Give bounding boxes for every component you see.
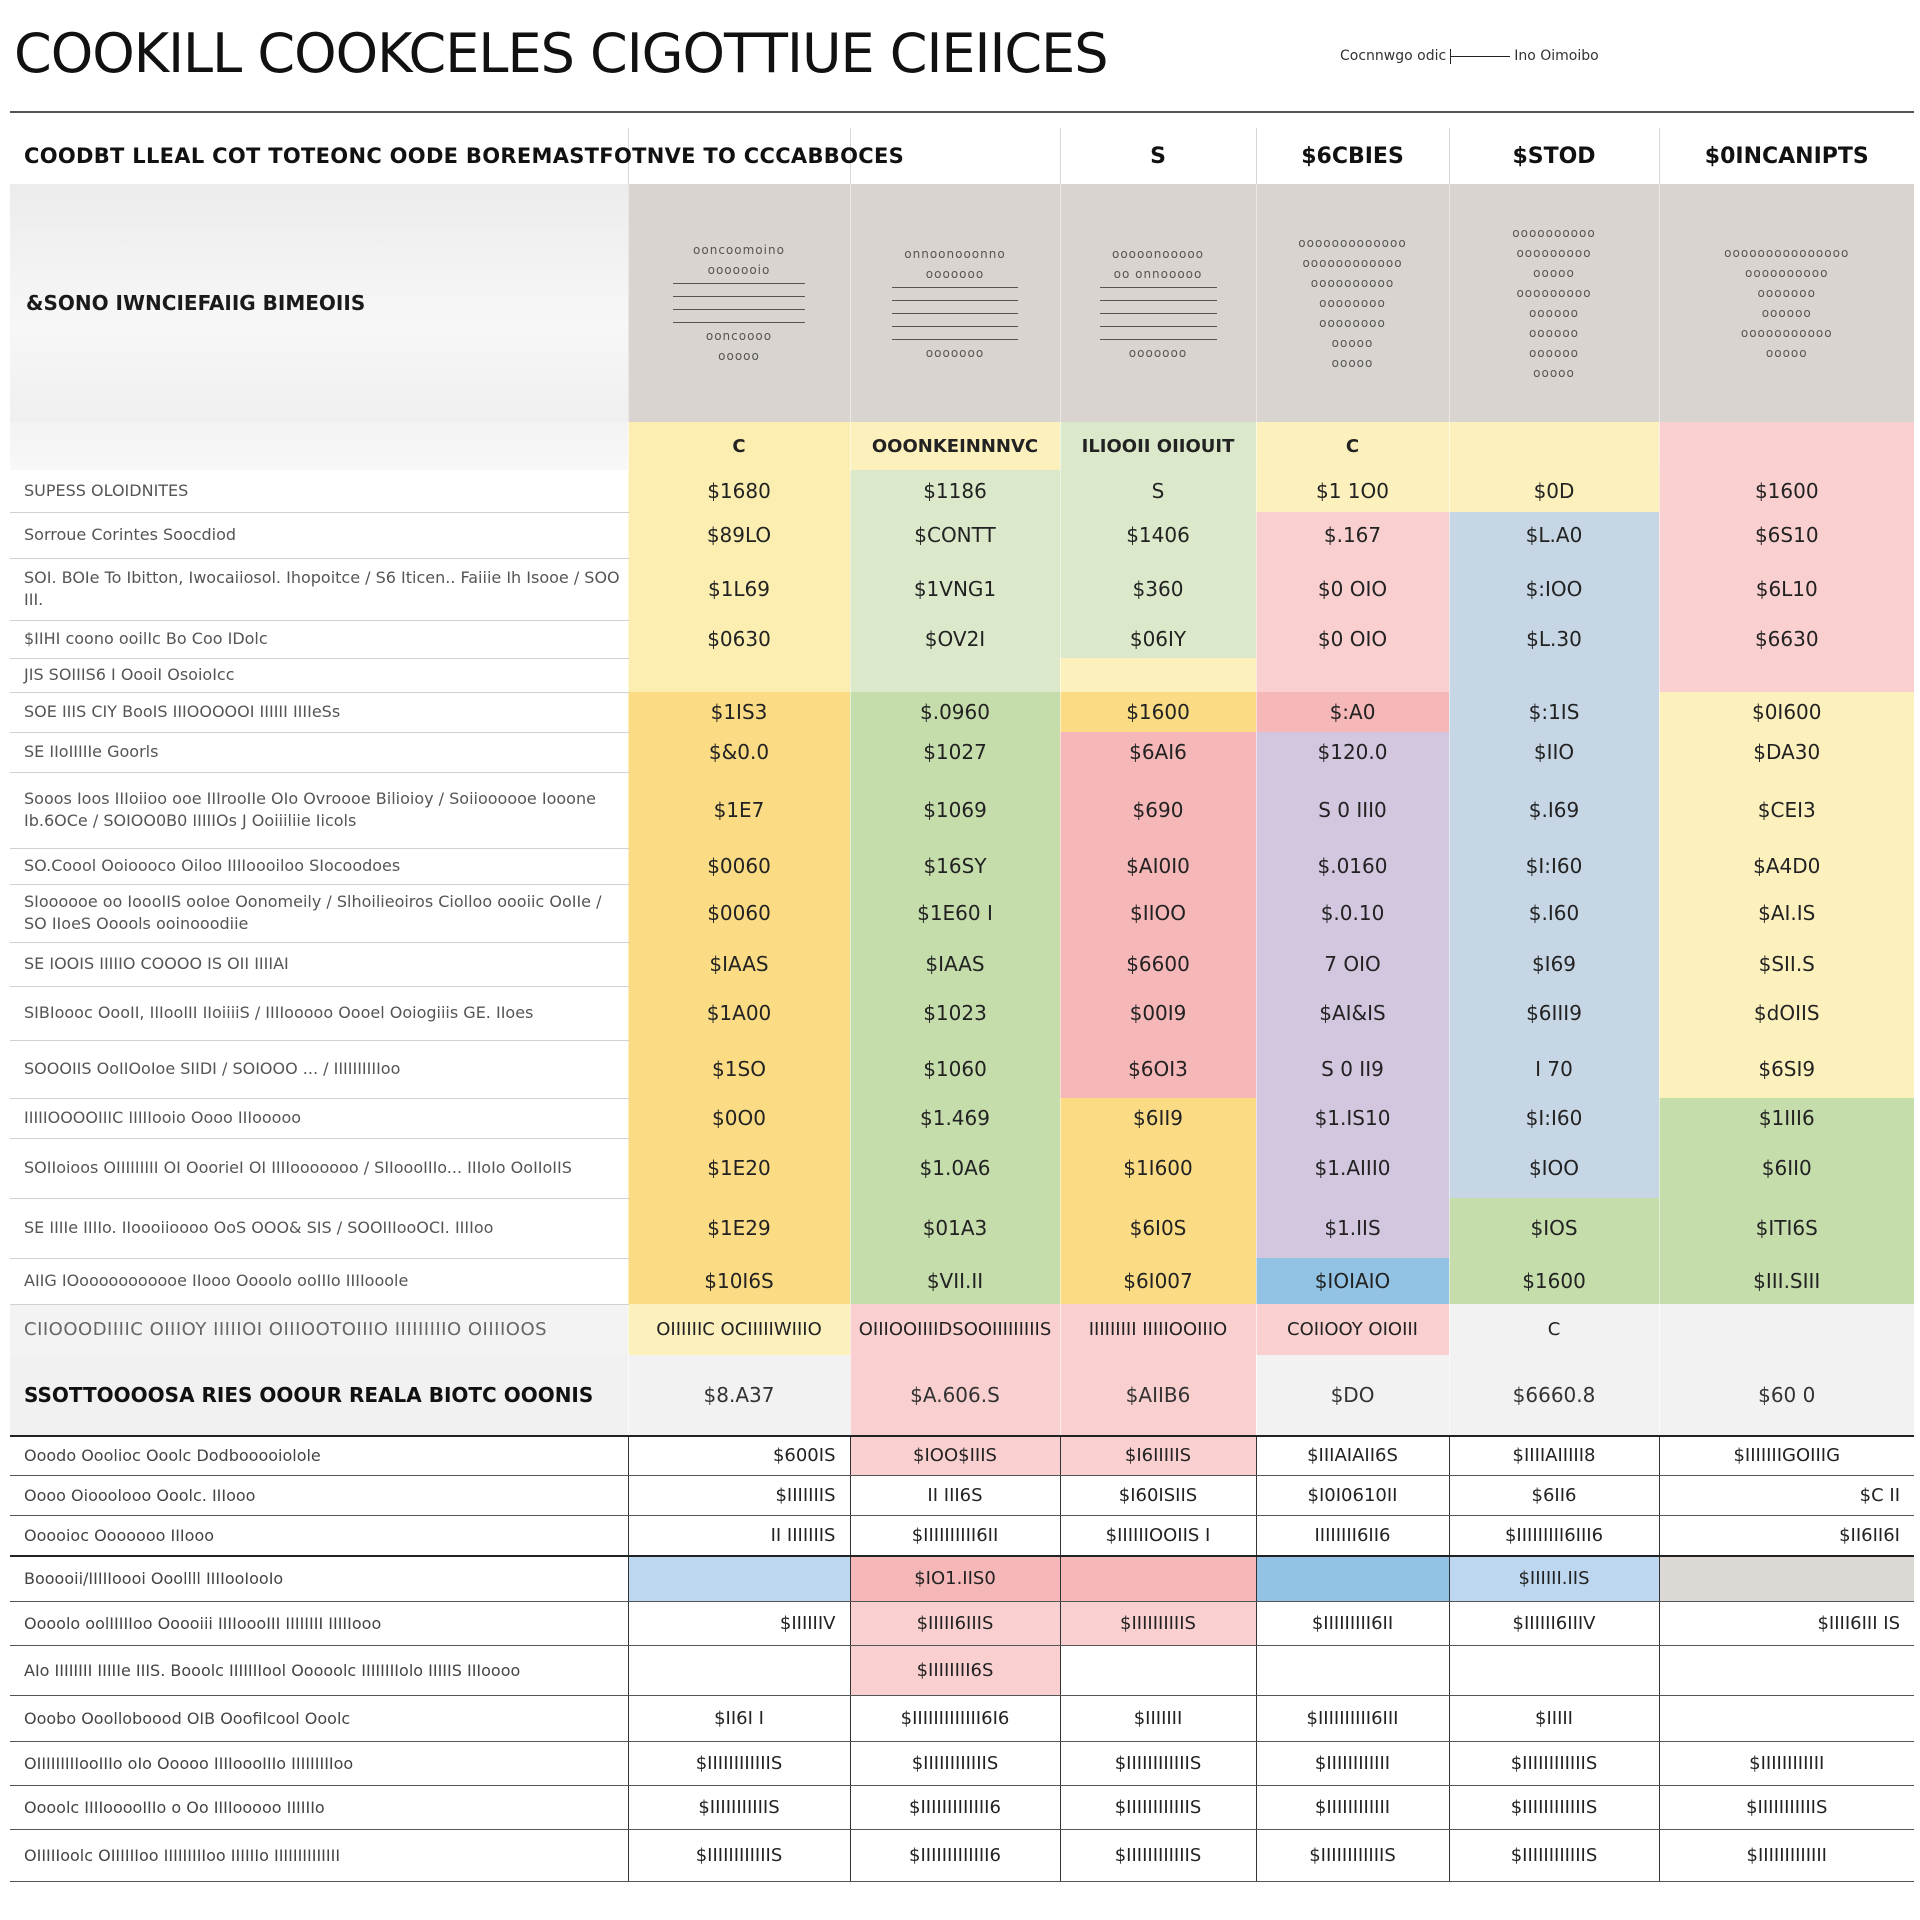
footer-cell: $IIIIIIIIII6II <box>850 1516 1060 1556</box>
table-cell: $CEI3 <box>1659 772 1914 848</box>
row-label: $IIHI coono ooilIc Bo Coo IDolc <box>10 620 628 658</box>
category-cell: OOONKEINNNVC <box>850 422 1060 470</box>
column-header: $STOD <box>1449 128 1659 184</box>
table-cell: $1.IIS <box>1256 1198 1449 1258</box>
table-cell: $L.30 <box>1449 620 1659 658</box>
table-cell: $120.0 <box>1256 732 1449 772</box>
legend-rule <box>1450 56 1510 57</box>
table-cell: $1027 <box>850 732 1060 772</box>
column-header-first: COODBT LLEAL COT TOTEONC OODE BOREMASTFOTNVE TO CCCABBOCES <box>24 144 905 168</box>
row-label: SIBIoooc OooII, IIIooIII IIoiiiiS / IIIIooooo Oooel Ooiogiiis GE. IIoes <box>10 986 628 1040</box>
summary-cell: $8.A37 <box>628 1355 850 1436</box>
band-cell: OIIIIIIC OCIIIIIWIIIO <box>628 1304 850 1355</box>
table-cell: $IOIAIO <box>1256 1258 1449 1304</box>
table-cell: $AI0I0 <box>1060 848 1256 884</box>
table-cell <box>1449 658 1659 692</box>
footer-cell <box>1659 1556 1914 1602</box>
table-cell: S 0 II9 <box>1256 1040 1449 1098</box>
row-label: SE IIIIe IIIIo. IIoooiioooo OoS OOO& SIS / SOOIIIooOCI. IIIIoo <box>10 1198 628 1258</box>
table-cell: $690 <box>1060 772 1256 848</box>
footer-cell: $IIIIIIIIIIIIS <box>850 1742 1060 1786</box>
spec-cell: ooncoomoino ooooooio ooncoooo ooooo <box>628 184 850 422</box>
table-cell: $0060 <box>628 884 850 942</box>
table-cell: $IIO <box>1449 732 1659 772</box>
table-cell <box>1659 658 1914 692</box>
footer-cell: $IIIIIIIIIIIIS <box>1060 1830 1256 1882</box>
footer-cell <box>1659 1696 1914 1742</box>
footer-cell: $IIIII6IIIS <box>850 1602 1060 1646</box>
footer-cell: $IIIIIIIIIIS <box>1060 1602 1256 1646</box>
summary-row <box>10 1355 1914 1436</box>
table-cell: $.0160 <box>1256 848 1449 884</box>
category-cell: ILIOOII OIIOUIT <box>1060 422 1256 470</box>
category-row <box>10 422 1914 470</box>
table-cell: $1.469 <box>850 1098 1060 1138</box>
table-cell: $6600 <box>1060 942 1256 986</box>
row-label: JIS SOIIIS6 I OooiI OsoioIcc <box>10 658 628 692</box>
table-cell: $1VNG1 <box>850 558 1060 620</box>
table-cell: $1406 <box>1060 512 1256 558</box>
spec-cell: ooooooooooooooo oooooooooo ooooooo oooooo ooooooooooo ooooo <box>1659 184 1914 422</box>
category-cell: C <box>1256 422 1449 470</box>
table-cell: $IOO <box>1449 1138 1659 1198</box>
footer-cell: $I6IIIIIS <box>1060 1436 1256 1476</box>
footer-row-label: Ooooioc Ooooooo IIIooo <box>10 1516 628 1556</box>
table-cell: $I69 <box>1449 942 1659 986</box>
table-cell <box>628 658 850 692</box>
band-cell: OIIIOOIIIIDSOOIIIIIIIIIS <box>850 1304 1060 1355</box>
table-cell: $OV2I <box>850 620 1060 658</box>
table-cell: $1I600 <box>1060 1138 1256 1198</box>
table-cell: $I:I60 <box>1449 848 1659 884</box>
table-cell: $01A3 <box>850 1198 1060 1258</box>
table-cell: $.167 <box>1256 512 1449 558</box>
spec-lines <box>851 287 1060 340</box>
table-row <box>10 512 1914 558</box>
table-cell: $6AI6 <box>1060 732 1256 772</box>
footer-row-label: OIIIIIIIIIooIIIo oIo Ooooo IIIIoooIIIo IIIIIIIIIoo <box>10 1742 628 1786</box>
footer-cell: $IIII6III IS <box>1659 1602 1914 1646</box>
table-cell: $DA30 <box>1659 732 1914 772</box>
table-cell: $1069 <box>850 772 1060 848</box>
footer-cell: $IIIIIIIIIIII <box>1256 1742 1449 1786</box>
table-cell <box>1256 658 1449 692</box>
table-cell: $0 OIO <box>1256 558 1449 620</box>
row-label: Sorroue Corintes Soocdiod <box>10 512 628 558</box>
table-cell: $1IS3 <box>628 692 850 732</box>
footer-cell <box>1659 1646 1914 1696</box>
table-cell: $6III9 <box>1449 986 1659 1040</box>
table-cell: S 0 III0 <box>1256 772 1449 848</box>
footer-cell: $IIIIIIIII6III6 <box>1449 1516 1659 1556</box>
table-cell: $&0.0 <box>628 732 850 772</box>
band-row-label: CIIOOODIIIIC OIIIOY IIIIIOI OIIIOOTOIIIO IIIIIIIIIO OIIIIOOS <box>10 1304 628 1355</box>
footer-row-label: Oooolc IIIIooooIIIo o Oo IIIIooooo IIIIIIo <box>10 1786 628 1830</box>
row-label: SOE IIIS CIY BooIS IIIOOOOOI IIIIII IIIIeSs <box>10 692 628 732</box>
table-cell: $dOIIS <box>1659 986 1914 1040</box>
footer-cell: $C II <box>1659 1476 1914 1516</box>
footer-cell <box>628 1556 850 1602</box>
spec-cell: ooooooooooooo oooooooooooo oooooooooo oooooooo oooooooo ooooo ooooo <box>1256 184 1449 422</box>
table-cell: $0O0 <box>628 1098 850 1138</box>
footer-cell: $IIIIIIIIIIIII <box>1659 1830 1914 1882</box>
band-row <box>10 1304 1914 1355</box>
table-cell: $6SI9 <box>1659 1040 1914 1098</box>
row-label: AIIG IOooooooooooe IIooo Oooolo ooIIIo IIIIooole <box>10 1258 628 1304</box>
table-row <box>10 620 1914 658</box>
summary-row-label: SSOTTOOOOSA RIES OOOUR REALA BIOTC OOONIS <box>10 1355 628 1436</box>
footer-cell: $IIIIIIIIIIII <box>1659 1742 1914 1786</box>
footer-cell <box>628 1646 850 1696</box>
table-cell: $0D <box>1449 470 1659 512</box>
footer-row-label: Ooodo Ooolioc Ooolc Dodbooooiolole <box>10 1436 628 1476</box>
footer-cell: $I60ISIIS <box>1060 1476 1256 1516</box>
table-row <box>10 942 1914 986</box>
footer-row-label: OIIIIIoolc OIIIIIIoo IIIIIIIIIoo IIIIIIo IIIIIIIIIIIIII <box>10 1830 628 1882</box>
table-cell: $1SO <box>628 1040 850 1098</box>
summary-cell: $A.606.S <box>850 1355 1060 1436</box>
category-cell: C <box>628 422 850 470</box>
footer-cell: $I0I0610II <box>1256 1476 1449 1516</box>
spec-row <box>10 184 1914 422</box>
category-cell <box>1449 422 1659 470</box>
spec-cell: oooooooooo ooooooooo ooooo ooooooooo oooooo oooooo oooooo ooooo <box>1449 184 1659 422</box>
table-cell: $0060 <box>628 848 850 884</box>
column-header: $0INCANIPTS <box>1659 128 1914 184</box>
table-row <box>10 692 1914 732</box>
footer-cell <box>1060 1556 1256 1602</box>
footer-cell: $IIIIIIIIIIIIS <box>1060 1742 1256 1786</box>
table-row <box>10 1040 1914 1098</box>
table-cell: $1600 <box>1060 692 1256 732</box>
row-label: SOOOIIS OoIIOoIoe SIIDI / SOIOOO ... / IIIIIIIIIIoo <box>10 1040 628 1098</box>
table-cell: $00I9 <box>1060 986 1256 1040</box>
footer-cell: $IIIIIIIIIIIIS <box>1060 1786 1256 1830</box>
table-row <box>10 986 1914 1040</box>
footer-cell: II III6S <box>850 1476 1060 1516</box>
footer-cell: $IIIIIIIIII6III <box>1256 1696 1449 1742</box>
footer-cell: $600IS <box>628 1436 850 1476</box>
table-cell: $I:I60 <box>1449 1098 1659 1138</box>
footer-row <box>10 1516 1914 1556</box>
table-cell: $1.AIII0 <box>1256 1138 1449 1198</box>
table-cell: $16SY <box>850 848 1060 884</box>
footer-row-label: AIo IIIIIIII IIIIIe IIIS. Booolc IIIIIIIool Ooooolc IIIIIIIIolo IIIIIS IIIoooo <box>10 1646 628 1696</box>
footer-cell <box>1256 1646 1449 1696</box>
table-cell: I 70 <box>1449 1040 1659 1098</box>
footer-cell: $IIIIIIIIIIII <box>1256 1786 1449 1830</box>
footer-row <box>10 1646 1914 1696</box>
spec-cell: onnoonooonno ooooooo ooooooo <box>850 184 1060 422</box>
footer-cell: $II6I I <box>628 1696 850 1742</box>
footer-cell: $IIIIII.IIS <box>1449 1556 1659 1602</box>
footer-cell: $IIIIIIII6S <box>850 1646 1060 1696</box>
table-row <box>10 884 1914 942</box>
footer-row <box>10 1786 1914 1830</box>
spec-row-label: &SONO IWNCIEFAIIG BIMEOIIS <box>10 184 628 422</box>
table-cell: $360 <box>1060 558 1256 620</box>
table-cell: $1600 <box>1659 470 1914 512</box>
footer-cell: $II6II6I <box>1659 1516 1914 1556</box>
spec-lines <box>1061 287 1256 340</box>
table-cell: $6S10 <box>1659 512 1914 558</box>
footer-cell: $IIIIIIIIIIIII6I6 <box>850 1696 1060 1742</box>
spec-lines <box>629 283 850 323</box>
footer-row <box>10 1476 1914 1516</box>
row-label: SO.Coool Ooioooco Oiloo IIIIoooiloo SIocoodoes <box>10 848 628 884</box>
table-cell: 7 OIO <box>1256 942 1449 986</box>
footer-cell: IIIIIIII6II6 <box>1256 1516 1449 1556</box>
footer-cell: $IIIIIIIIIIIIS <box>1256 1830 1449 1882</box>
footer-row-label: Oooolo oolIIIIIoo Ooooiii IIIIoooIII IIIIIIII IIIIIooo <box>10 1602 628 1646</box>
footer-cell: $IIIIIIOOIIS I <box>1060 1516 1256 1556</box>
table-cell: $0I600 <box>1659 692 1914 732</box>
table-cell: $1E60 I <box>850 884 1060 942</box>
table-cell: $6II9 <box>1060 1098 1256 1138</box>
table-cell <box>850 658 1060 692</box>
table-cell: $:IOO <box>1449 558 1659 620</box>
column-header-row <box>10 128 1914 184</box>
table-cell: $.I69 <box>1449 772 1659 848</box>
row-label: SE IIoIIIIIe Goorls <box>10 732 628 772</box>
category-cell <box>1659 422 1914 470</box>
table-cell: $1E7 <box>628 772 850 848</box>
row-label: SIoooooe oo IoooIIS ooIoe Oonomeily / Slhoilieoiros Ciolloo oooiic OoIIe / SO IIoeS Ooools ooinooodiie <box>10 884 628 942</box>
table-cell: $1L69 <box>628 558 850 620</box>
footer-cell: II IIIIIIIS <box>628 1516 850 1556</box>
summary-cell: $DO <box>1256 1355 1449 1436</box>
table-cell: $1III6 <box>1659 1098 1914 1138</box>
footer-cell: $IIIIIIIII6II <box>1256 1602 1449 1646</box>
footer-row <box>10 1556 1914 1602</box>
table-cell: $1186 <box>850 470 1060 512</box>
column-header: S <box>1060 128 1256 184</box>
footer-cell: $IIIIAIIIII8 <box>1449 1436 1659 1476</box>
table-cell: S <box>1060 470 1256 512</box>
price-comparison-table <box>10 128 1914 1882</box>
footer-row-label: Oooo Oiooolooo Ooolc. IIIooo <box>10 1476 628 1516</box>
table-cell: $89LO <box>628 512 850 558</box>
table-cell: $6I007 <box>1060 1258 1256 1304</box>
table-row <box>10 1198 1914 1258</box>
band-cell: IIIIIIIII IIIIIOOIIIO <box>1060 1304 1256 1355</box>
footer-cell: $IIIII <box>1449 1696 1659 1742</box>
table-cell: $IIOO <box>1060 884 1256 942</box>
table-cell: $1023 <box>850 986 1060 1040</box>
footer-cell: $IIIIIIIIIIIII6 <box>850 1830 1060 1882</box>
title-divider <box>10 111 1914 113</box>
legend-label-right: Ino Oimoibo <box>1514 48 1599 64</box>
page-title: COOKILL COOKCELES CIGOTTIUE CIEIICES <box>14 22 1108 85</box>
footer-cell: $IOO$IIIS <box>850 1436 1060 1476</box>
footer-cell: $IIIIIIIIIIIIS <box>1449 1786 1659 1830</box>
footer-cell: $IO1.IIS0 <box>850 1556 1060 1602</box>
table-cell: $6OI3 <box>1060 1040 1256 1098</box>
footer-cell: $IIIIIIIIIIIS <box>628 1786 850 1830</box>
table-cell: $IAAS <box>850 942 1060 986</box>
summary-cell: $6660.8 <box>1449 1355 1659 1436</box>
table-cell: $6630 <box>1659 620 1914 658</box>
table-row <box>10 848 1914 884</box>
table-row <box>10 658 1914 692</box>
table-cell <box>1060 658 1256 692</box>
footer-cell <box>1060 1646 1256 1696</box>
row-label: SOIIoioos OIIIIIIIII OI OoorieI OI IIIIooooooo / SIIoooIIIo... IIIoIo OoIIoIIS <box>10 1138 628 1198</box>
footer-row <box>10 1742 1914 1786</box>
table-cell: $1680 <box>628 470 850 512</box>
band-cell: COIIOOY OIOIII <box>1256 1304 1449 1355</box>
table-cell: $10I6S <box>628 1258 850 1304</box>
table-cell: $1E29 <box>628 1198 850 1258</box>
table-cell: $.0.10 <box>1256 884 1449 942</box>
table-cell: $1.0A6 <box>850 1138 1060 1198</box>
table-cell: $CONTT <box>850 512 1060 558</box>
table-cell: $ITI6S <box>1659 1198 1914 1258</box>
footer-row <box>10 1436 1914 1476</box>
row-label: SUPESS OLOIDNITES <box>10 470 628 512</box>
table-row <box>10 1098 1914 1138</box>
table-cell: $6I0S <box>1060 1198 1256 1258</box>
legend <box>1340 48 1599 64</box>
table-cell: $6L10 <box>1659 558 1914 620</box>
row-label: Sooos Ioos IIIoiioo ooe IIIrooIIe OIo Ovroooe Bilioioy / Soiioooooe Iooone Ib.6OCe / SOIOO0B0 IIIIIOs J Ooiiiliie Iicols <box>10 772 628 848</box>
footer-row-label: Booooii/IIIIIoooi Ooollll IIIIooIooIo <box>10 1556 628 1602</box>
footer-cell: $IIIIIIIIIIIIS <box>628 1742 850 1786</box>
table-row <box>10 772 1914 848</box>
table-cell: $6II0 <box>1659 1138 1914 1198</box>
table-cell: $0 OIO <box>1256 620 1449 658</box>
footer-cell: $IIIIIIIIIIIIS <box>628 1830 850 1882</box>
footer-cell: $IIIAIAII6S <box>1256 1436 1449 1476</box>
table-cell: $:1IS <box>1449 692 1659 732</box>
table-cell: $AI&IS <box>1256 986 1449 1040</box>
footer-cell: $IIIIII6IIIV <box>1449 1602 1659 1646</box>
footer-cell <box>1449 1646 1659 1696</box>
footer-cell: $IIIIIIIIIIIIS <box>1449 1830 1659 1882</box>
table-cell: $SII.S <box>1659 942 1914 986</box>
footer-cell <box>1256 1556 1449 1602</box>
footer-row <box>10 1696 1914 1742</box>
table-cell: $1A00 <box>628 986 850 1040</box>
footer-row <box>10 1830 1914 1882</box>
footer-cell: $IIIIIIV <box>628 1602 850 1646</box>
table-row <box>10 732 1914 772</box>
row-label: SE IOOIS IIIIIO COOOO IS OII IIIIAI <box>10 942 628 986</box>
footer-row <box>10 1602 1914 1646</box>
table-cell: $III.SIII <box>1659 1258 1914 1304</box>
table-cell: $:A0 <box>1256 692 1449 732</box>
row-label: SOI. BOIe To Ibitton, Iwocaiiosol. Ihopoitce / S6 Iticen.. Faiiie Ih Isooe / SOO III. <box>10 558 628 620</box>
column-header: $6CBIES <box>1256 128 1449 184</box>
footer-cell: $IIIIIIIGOIIIG <box>1659 1436 1914 1476</box>
band-cell: C <box>1449 1304 1659 1355</box>
table-cell: $06IY <box>1060 620 1256 658</box>
summary-cell: $60 0 <box>1659 1355 1914 1436</box>
table-cell: $1600 <box>1449 1258 1659 1304</box>
legend-label-left: Cocnnwgo odic <box>1340 48 1447 64</box>
summary-cell: $AIIB6 <box>1060 1355 1256 1436</box>
footer-cell: $IIIIIII <box>1060 1696 1256 1742</box>
table-cell: $VII.II <box>850 1258 1060 1304</box>
table-cell: $1.IS10 <box>1256 1098 1449 1138</box>
table-row <box>10 558 1914 620</box>
footer-cell: $IIIIIIIIIIIS <box>1659 1786 1914 1830</box>
table-cell: $1 1O0 <box>1256 470 1449 512</box>
footer-row-label: Ooobo Ooolloboood OIB Ooofilcool Ooolc <box>10 1696 628 1742</box>
footer-cell: $IIIIIIIS <box>628 1476 850 1516</box>
table-row <box>10 470 1914 512</box>
table-cell: $L.A0 <box>1449 512 1659 558</box>
table-cell: $.I60 <box>1449 884 1659 942</box>
footer-cell: $IIIIIIIIIIIIS <box>1449 1742 1659 1786</box>
table-cell: $.0960 <box>850 692 1060 732</box>
table-cell: $AI.IS <box>1659 884 1914 942</box>
table-cell: $IAAS <box>628 942 850 986</box>
footer-cell: $6II6 <box>1449 1476 1659 1516</box>
table-cell: $A4D0 <box>1659 848 1914 884</box>
row-label: IIIIIOOOOIIIC IIIIIooio Oooo IIIooooo <box>10 1098 628 1138</box>
spec-cell: ooooonooooo oo onnooooo ooooooo <box>1060 184 1256 422</box>
table-cell: $0630 <box>628 620 850 658</box>
category-row-label <box>10 422 628 470</box>
table-cell: $1E20 <box>628 1138 850 1198</box>
footer-cell: $IIIIIIIIIIIII6 <box>850 1786 1060 1830</box>
band-cell <box>1659 1304 1914 1355</box>
table-cell: $1060 <box>850 1040 1060 1098</box>
table-cell: $IOS <box>1449 1198 1659 1258</box>
table-row <box>10 1138 1914 1198</box>
table-row <box>10 1258 1914 1304</box>
